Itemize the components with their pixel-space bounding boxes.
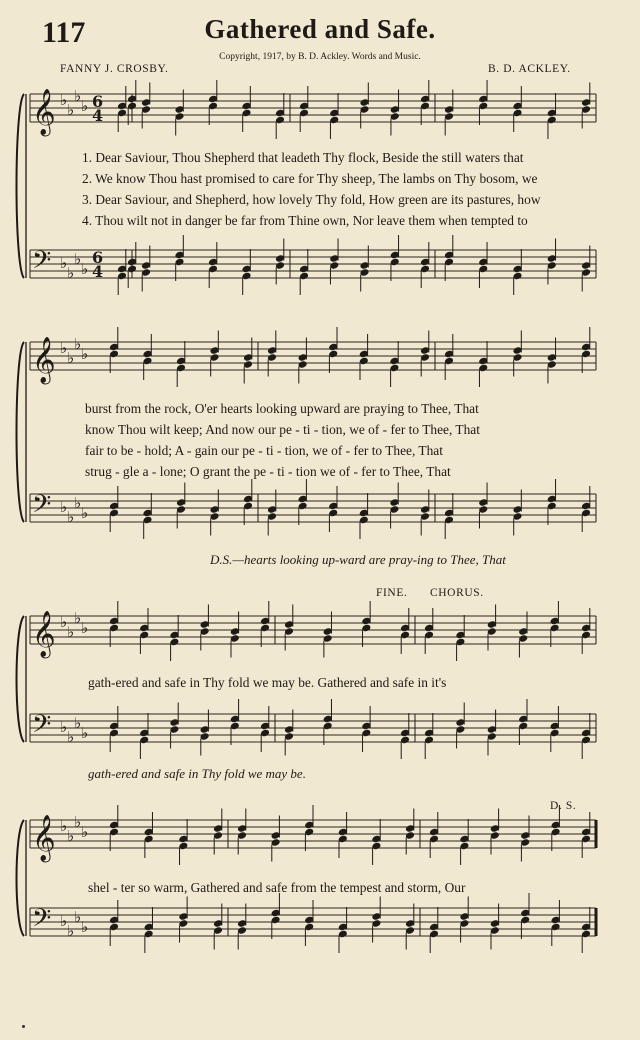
flat-icon: ♭ (60, 339, 68, 357)
time-signature-top: 6 (92, 248, 104, 267)
flat-icon: ♭ (67, 101, 75, 119)
flat-icon: ♭ (60, 254, 68, 272)
flat-icon: ♭ (67, 264, 75, 282)
flat-icon: ♭ (67, 728, 75, 746)
flat-icon: ♭ (81, 619, 89, 637)
flat-icon: ♭ (74, 714, 82, 732)
flat-icon: ♭ (60, 817, 68, 835)
flat-icon: ♭ (60, 91, 68, 109)
verse-3-line-2: fair to be - hold; A - gain our pe - ti - tion, we of - fer to Thee, That (85, 443, 443, 458)
flat-icon: ♭ (67, 508, 75, 526)
flat-icon: ♭ (74, 87, 82, 105)
flat-icon: ♭ (60, 498, 68, 516)
flat-icon: ♭ (81, 724, 89, 742)
treble-clef-icon: 𝄞 (32, 815, 56, 861)
flat-icon: ♭ (60, 613, 68, 631)
verse-1-line-1: 1. Dear Saviour, Thou Shepherd that leadeth Thy flock, Beside the still waters that (82, 150, 524, 165)
flat-icon: ♭ (81, 918, 89, 936)
flat-icon: ♭ (67, 349, 75, 367)
flat-icon: ♭ (60, 718, 68, 736)
flat-icon: ♭ (74, 609, 82, 627)
time-signature-top: 6 (92, 92, 104, 111)
flat-icon: ♭ (81, 345, 89, 363)
flat-icon: ♭ (81, 823, 89, 841)
fine-marker: FINE. (376, 587, 408, 599)
verse-4-line-2: strug - gle a - lone; O grant the pe - ti - tion we of - fer to Thee, That (85, 464, 451, 479)
treble-clef-icon: 𝄞 (32, 337, 56, 383)
hymn-title: Gathered and Safe. (204, 14, 436, 44)
bass-clef-icon: 𝄢 (32, 490, 52, 525)
time-signature-bottom: 4 (92, 262, 104, 281)
system-brace (17, 94, 25, 278)
flat-icon: ♭ (81, 97, 89, 115)
system-brace (17, 616, 25, 742)
chorus-lyric-1: gath-ered and safe in Thy fold we may be. Gathered and safe in it's (88, 675, 447, 690)
ds-lyric: D.S.—hearts looking up-ward are pray-ing to Thee, That (210, 552, 506, 567)
author-credit: FANNY J. CROSBY. (60, 63, 169, 75)
flat-icon: ♭ (74, 494, 82, 512)
chorus-lyric-2: shel - ter so warm, Gathered and safe from the tempest and storm, Our (88, 880, 466, 895)
flat-icon: ♭ (74, 335, 82, 353)
music-system-4 (0, 800, 640, 1000)
verse-3-line-1: 3. Dear Saviour, and Shepherd, how lovely Thy fold, How green are its pastures, how (82, 192, 541, 207)
flat-icon: ♭ (74, 250, 82, 268)
system-brace (17, 820, 25, 936)
treble-clef-icon: 𝄞 (32, 89, 56, 135)
composer-credit: B. D. ACKLEY. (488, 63, 571, 75)
bass-clef-icon: 𝄢 (32, 710, 52, 745)
copyright-line: Copyright, 1917, by B. D. Ackley. Words and Music. (219, 52, 421, 62)
flat-icon: ♭ (74, 908, 82, 926)
bass-clef-icon: 𝄢 (32, 246, 52, 281)
hymn-number: 117 (42, 16, 86, 49)
verse-1-line-2: burst from the rock, O'er hearts looking upward are praying to Thee, That (85, 401, 479, 416)
treble-clef-icon: 𝄞 (32, 611, 56, 657)
flat-icon: ♭ (81, 260, 89, 278)
flat-icon: ♭ (67, 623, 75, 641)
flat-icon: ♭ (67, 922, 75, 940)
chorus-marker: CHORUS. (430, 587, 484, 599)
page-speck (22, 1025, 25, 1028)
system-brace (17, 342, 25, 522)
music-system-1 (0, 80, 640, 300)
flat-icon: ♭ (81, 504, 89, 522)
chorus-lower-lyric: gath-ered and safe in Thy fold we may be. (88, 766, 306, 781)
flat-icon: ♭ (74, 813, 82, 831)
verse-4-line-1: 4. Thou wilt not in danger be far from Thine own, Nor leave them when tempted to (82, 213, 528, 228)
flat-icon: ♭ (67, 827, 75, 845)
verse-2-line-2: know Thou wilt keep; And now our pe - ti - tion, we of - fer to Thee, That (85, 422, 480, 437)
time-signature-bottom: 4 (92, 106, 104, 125)
verse-2-line-1: 2. We know Thou hast promised to care for Thy sheep, The lambs on Thy bosom, we (82, 171, 538, 186)
bass-clef-icon: 𝄢 (32, 904, 52, 939)
ds-marker: D. S. (550, 800, 577, 812)
flat-icon: ♭ (60, 912, 68, 930)
